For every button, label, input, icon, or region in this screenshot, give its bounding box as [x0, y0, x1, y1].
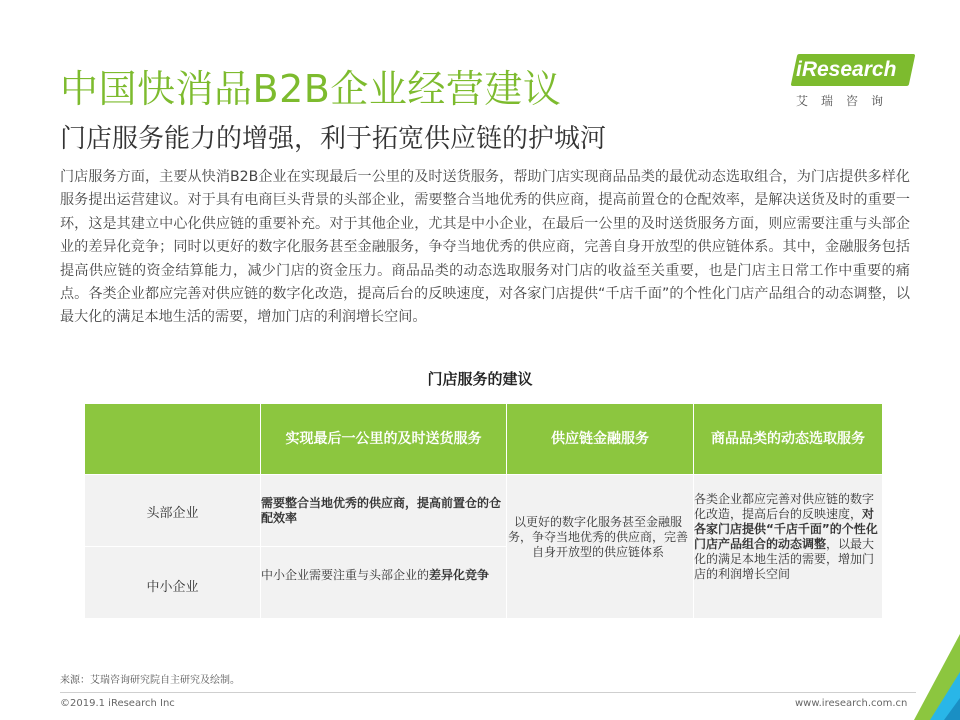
column-header-finance: 供应链金融服务 [551, 431, 649, 447]
row-label-head: 头部企业 [146, 506, 199, 521]
category-part2: 对各家门店提供“千店千面”的个性化门店产品组合的动态调整 [694, 507, 878, 551]
category-text [694, 492, 880, 582]
page-title: 中国快消品B2B企业经营建议 [60, 67, 562, 111]
sme-delivery-text [261, 568, 509, 583]
suggestion-table [85, 404, 882, 618]
body-paragraph: 门店服务方面，主要从快消B2B企业在实现最后一公里的及时送货服务，帮助门店实现商品品类的最优动态选取组合，为门店提供多样化服务提出运营建议。对于具有电商巨头背景的头部企业，需要整合当地优秀的供应商，提高前置仓的仓配效率，是解决送货及时的重要一环，这是其建立中心化供应链的重要补充。对于其他企业，尤其是中小企业，在最后一公里的及时送货服务方面，则应需要注重与头部企业的差异化竞争；同时以更好的数字化服务甚至金融服务，争夺当地优秀的供应商，完善自身开放型的供应链体系。其中，金融服务包括提高供应链的资金结算能力，减少门店的资金压力。商品品类的动态选取服务对门店的收益至关重要，也是门店主日常工作中重要的痛点。各类企业都应完善对供应链的数字化改造，提高后台的反映速度，对各家门店提供“千店千面”的个性化门店产品组合的动态调整，以最大化的满足本地生活的需要，增加门店的利润增长空间。 [60, 169, 910, 326]
column-header-category: 商品品类的动态选取服务 [711, 431, 865, 447]
source-note: 来源：艾瑞咨询研究院自主研究及绘制。 [60, 675, 240, 686]
category-part3: ，以最大化的满足本地生活的需要，增加门店的利润增长空间 [694, 537, 875, 581]
sme-delivery-normal: 中小企业需要注重与头部企业的 [261, 568, 430, 582]
table-title: 门店服务的建议 [427, 370, 533, 388]
logo-subtitle: 艾瑞咨询 [796, 94, 897, 108]
category-part1: 各类企业都应完善对供应链的数字化改造，提高后台的反映速度， [694, 492, 875, 521]
copyright: ©2019.1 iResearch Inc [60, 698, 175, 709]
corner-decoration-icon [914, 634, 960, 720]
finance-text: 以更好的数字化服务甚至金融服务，争夺当地优秀的供应商，完善自身开放型的供应链体系 [507, 515, 688, 559]
sme-delivery-bold: 差异化竞争 [429, 568, 490, 582]
footer-divider [60, 692, 916, 693]
page-subtitle: 门店服务能力的增强，利于拓宽供应链的护城河 [60, 124, 607, 154]
iresearch-logo [790, 52, 915, 112]
table-header-corner [85, 404, 260, 474]
logo-text: iResearch [796, 58, 897, 81]
column-header-delivery: 实现最后一公里的及时送货服务 [285, 431, 482, 447]
website-link[interactable]: www.iresearch.com.cn [795, 698, 908, 709]
head-delivery-text: 需要整合当地优秀的供应商，提高前置仓的仓配效率 [261, 496, 502, 525]
row-label-sme: 中小企业 [146, 580, 199, 595]
